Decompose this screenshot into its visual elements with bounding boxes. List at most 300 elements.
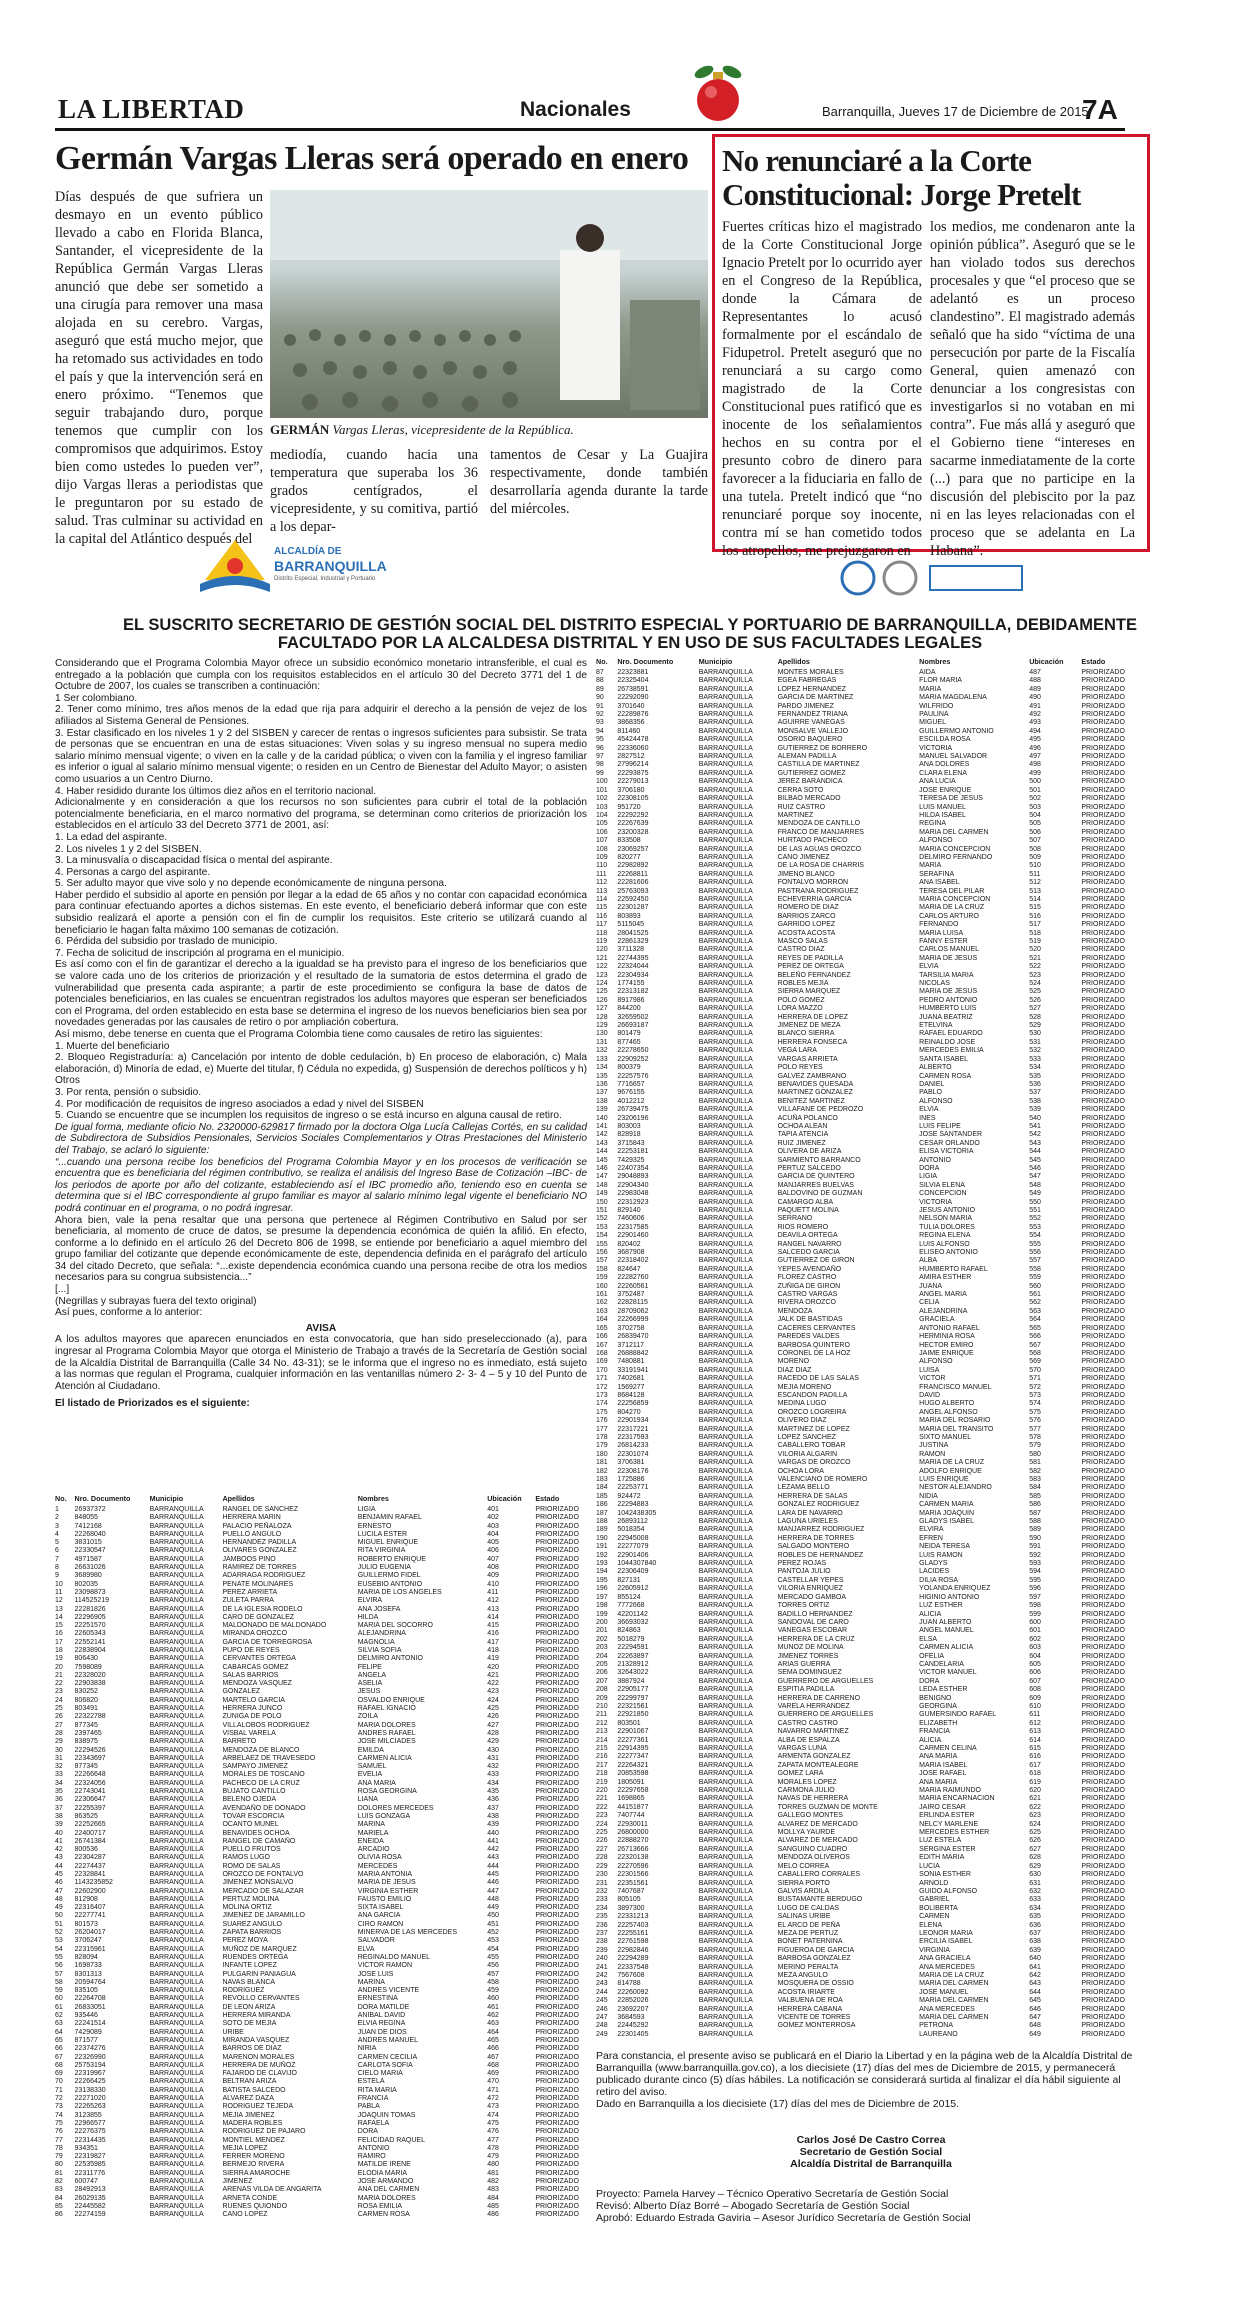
table-cell: RIOS ROMERO	[777, 1223, 829, 1231]
table-cell: 22982892	[617, 862, 649, 870]
table-cell: 162	[596, 1299, 608, 1307]
table-cell: PRIORIZADO	[1081, 778, 1125, 786]
table-cell: JOAQUIN TOMAS	[357, 2111, 416, 2119]
table-cell: BARRANQUILLA	[149, 1945, 204, 1953]
table-cell: 52	[55, 1929, 63, 1937]
table-cell: RIVERA OROZCO	[777, 1299, 836, 1307]
aviso-paragraph: 6. Pérdida del subsidio por traslado de municipio.	[55, 936, 278, 948]
table-cell: GARCIA DE TORREGROSA	[222, 1638, 313, 1646]
credits-block: Proyecto: Pamela Harvey – Técnico Operativo Secretaría de Gestión Social Revisó: Alberto Díaz Borré – Abogado Secretaría de Gestión Social Aprobó: Eduardo Estrada Gaviria – Asesor Jurídico Secretaría de Gestión Social	[596, 2188, 971, 2224]
table-cell: ELVIA	[919, 1106, 939, 1114]
table-cell: BARRANQUILLA	[698, 971, 753, 979]
table-cell: BARRANQUILLA	[698, 845, 753, 853]
table-cell: BILBAO MERCADO	[777, 795, 841, 803]
table-cell: 9	[55, 1572, 59, 1580]
alcaldia-sub: Distrito Especial, Industrial y Portuario	[274, 576, 376, 582]
table-cell: REINALDO JOSE	[919, 1038, 976, 1046]
table-cell: 500	[1029, 778, 1041, 786]
table-row	[596, 1198, 1146, 1206]
table-cell: 213	[596, 1728, 608, 1736]
table-cell: 100	[596, 778, 608, 786]
table-cell: CARO DE GONZALEZ	[222, 1613, 295, 1621]
newspaper-logo: LA LIBERTAD	[58, 94, 245, 124]
table-cell: OLIVIA ROSA	[357, 1854, 402, 1862]
table-header-row	[596, 658, 1146, 669]
table-cell: 22914395	[617, 1745, 649, 1752]
table-cell: ACUÑA POLANCO	[777, 1114, 838, 1122]
table-cell: 22901934	[617, 1417, 649, 1425]
table-cell: PRIORIZADO	[1081, 1694, 1125, 1702]
table-cell: PRIORIZADO	[1081, 946, 1125, 954]
table-row	[596, 761, 1146, 769]
aviso-paragraph: 2. Los niveles 1 y 2 del SISBEN.	[55, 843, 202, 855]
table-cell: 542	[1029, 1131, 1041, 1139]
table-cell: NAVAS BLANCA	[222, 1978, 276, 1986]
table-cell: PRIORIZADO	[1081, 702, 1125, 710]
table-cell: PERTUZ SALCEDO	[777, 1164, 841, 1172]
table-cell: 22445582	[74, 2202, 106, 2210]
table-cell: 158	[596, 1265, 608, 1273]
table-cell: MARINA	[357, 1978, 385, 1986]
table-cell: PRIORIZADO	[1081, 1207, 1125, 1214]
table-cell: 7429089	[74, 2028, 102, 2036]
table-row	[55, 1605, 595, 1613]
table-row	[596, 1114, 1146, 1122]
table-row	[55, 1705, 595, 1713]
table-cell: 234	[596, 1904, 608, 1912]
table-header-cell: Nombres	[919, 657, 951, 666]
table-cell: 514	[1029, 895, 1041, 903]
table-cell: DORA	[919, 1164, 940, 1172]
table-cell: 205	[596, 1660, 608, 1668]
table-cell: 924472	[617, 1492, 641, 1500]
table-cell: BARRANQUILLA	[698, 1240, 753, 1248]
table-cell: BATISTA SALCEDO	[222, 2086, 286, 2094]
table-cell: 48	[55, 1895, 63, 1903]
table-cell: PRIORIZADO	[535, 2136, 579, 2144]
table-row	[55, 1837, 595, 1845]
table-cell: 581	[1029, 1459, 1041, 1467]
table-cell: 26839470	[617, 1333, 649, 1341]
table-cell: 613	[1029, 1728, 1041, 1736]
table-row	[596, 904, 1146, 912]
table-cell: 99	[596, 769, 604, 777]
table-cell: BARRANQUILLA	[698, 828, 753, 836]
table-cell: ZAPATA MONTEALEGRE	[777, 1761, 859, 1769]
table-cell: ELENA	[919, 1921, 943, 1929]
table-row	[596, 1492, 1146, 1500]
table-cell: 497	[1029, 753, 1041, 761]
table-cell: JESUS ANTONIO	[919, 1207, 976, 1214]
table-cell: 811460	[617, 727, 641, 735]
table-cell: 3706247	[74, 1937, 102, 1945]
table-cell: SERRANO	[777, 1215, 813, 1223]
table-row	[596, 812, 1146, 820]
table-cell: 22308105	[617, 795, 649, 803]
table-cell: CASTRO VARGAS	[777, 1291, 838, 1299]
table-row	[596, 753, 1146, 761]
table-row	[55, 2078, 595, 2086]
table-cell: 210	[596, 1702, 608, 1710]
table-row	[596, 1408, 1146, 1416]
table-cell: PRIORIZADO	[535, 1763, 579, 1771]
table-cell: ERLINDA ESTER	[919, 1812, 975, 1820]
table-cell: CIRO RAMON	[357, 1920, 404, 1928]
table-cell: PRIORIZADO	[1081, 853, 1125, 861]
table-cell: FAUSTO EMILIO	[357, 1895, 412, 1903]
table-cell: MARIA RAIMUNDO	[919, 1787, 981, 1795]
table-cell: PRIORIZADO	[535, 1522, 579, 1530]
table-cell: 156	[596, 1249, 608, 1257]
table-cell: BARRANQUILLA	[698, 1660, 753, 1668]
table-cell: VIRGINIA	[919, 1946, 950, 1954]
table-cell: BARRANQUILLA	[698, 1375, 753, 1383]
table-cell: BARRANQUILLA	[698, 1038, 753, 1046]
table-cell: 3712117	[617, 1341, 645, 1349]
table-cell: MARIA DEL TRANSITO	[919, 1425, 994, 1433]
table-cell: PRIORIZADO	[1081, 1980, 1125, 1988]
table-cell: PRIORIZADO	[535, 2020, 579, 2028]
table-row	[596, 1862, 1146, 1870]
table-cell: 237	[596, 1929, 608, 1937]
table-cell: 23206196	[617, 1114, 649, 1122]
table-cell: 149	[596, 1190, 608, 1198]
table-cell: CARMEN CELINA	[919, 1745, 977, 1752]
table-cell: 22282760	[617, 1274, 649, 1282]
table-cell: SIXTA ISABEL	[357, 1904, 404, 1912]
table-cell: 35	[55, 1788, 63, 1796]
table-cell: 131	[596, 1038, 608, 1046]
table-row	[55, 1721, 595, 1729]
table-cell: PRIORIZADO	[1081, 1391, 1125, 1399]
table-cell: 471	[487, 2086, 499, 2094]
table-row	[596, 669, 1146, 677]
table-cell: GALVEZ ZAMBRANO	[777, 1072, 847, 1080]
table-cell: MARTINEZ	[777, 811, 814, 819]
table-cell: HERRERA MARIN	[222, 1514, 281, 1522]
table-row	[596, 736, 1146, 744]
table-cell: GARRIDO LOPEZ	[777, 921, 836, 929]
table-cell: LOPEZ HERNANDEZ	[777, 685, 847, 693]
table-cell: PRIORIZADO	[1081, 1526, 1125, 1534]
table-cell: 3711328	[617, 946, 645, 954]
table-cell: BARRANQUILLA	[149, 1671, 204, 1679]
table-cell: CARMEN	[919, 1913, 950, 1921]
table-cell: BARRANQUILLA	[698, 1761, 753, 1769]
table-cell: PRIORIZADO	[1081, 1593, 1125, 1601]
table-cell: PRIORIZADO	[535, 2070, 579, 2078]
table-row	[596, 1476, 1146, 1484]
table-cell: 806430	[74, 1655, 98, 1663]
table-cell: 22292292	[617, 811, 649, 819]
table-cell: BELTRAN ARIZA	[222, 2078, 277, 2086]
table-cell: PRIORIZADO	[535, 2202, 579, 2210]
table-cell: RUIZ CASTRO	[777, 803, 826, 811]
table-cell: PRIORIZADO	[535, 1588, 579, 1596]
table-cell: PRIORIZADO	[535, 1729, 579, 1737]
table-cell: MATILDE IRENE	[357, 2161, 411, 2169]
table-cell: REVOLLO CERVANTES	[222, 1995, 300, 2003]
table-cell: MARTINEZ GONZALEZ	[777, 1089, 853, 1097]
table-cell: 114525219	[74, 1597, 110, 1605]
table-cell: 44151877	[617, 1803, 649, 1811]
aviso-paragraph: 3. La minusvalía o discapacidad física o mental del aspirante.	[55, 855, 333, 867]
table-cell: 403	[487, 1522, 499, 1530]
table-cell: PRIORIZADO	[1081, 1055, 1125, 1063]
table-cell: VALBUENA DE ROA	[777, 1997, 843, 2005]
table-cell: PRIORIZADO	[1081, 1072, 1125, 1080]
table-cell: ANA ISABEL	[919, 879, 960, 887]
table-cell: 444	[487, 1862, 499, 1870]
table-cell: PRIORIZADO	[535, 1688, 579, 1696]
table-cell: PRIORIZADO	[535, 1904, 579, 1912]
table-cell: EDITH MARIA	[919, 1854, 965, 1862]
table-cell: 642	[1029, 1971, 1041, 1979]
table-cell: 630	[1029, 1871, 1041, 1879]
table-cell: AMIRA ESTHER	[919, 1274, 972, 1282]
table-cell: ACOSTA ACOSTA	[777, 929, 836, 937]
table-cell: 114	[596, 895, 608, 903]
table-cell: 537	[1029, 1089, 1041, 1097]
table-row	[596, 879, 1146, 887]
table-cell: 518	[1029, 929, 1041, 937]
table-row	[596, 870, 1146, 878]
table-cell: 61	[55, 2003, 63, 2011]
table-cell: PRIORIZADO	[1081, 1652, 1125, 1660]
table-cell: 490	[1029, 694, 1041, 702]
table-cell: 426	[487, 1713, 499, 1721]
table-cell: 22276375	[74, 2128, 106, 2136]
table-cell: FONTALVO MORRON	[777, 879, 849, 887]
table-cell: 502	[1029, 795, 1041, 803]
table-cell: 22292090	[617, 694, 649, 702]
table-cell: 439	[487, 1821, 499, 1829]
table-cell: PRIORIZADO	[1081, 1787, 1125, 1795]
table-cell: BARRANQUILLA	[698, 1190, 753, 1198]
table-cell: 22260092	[617, 1988, 649, 1996]
table-row	[55, 1530, 595, 1538]
table-cell: PRIORIZADO	[535, 1655, 579, 1663]
table-cell: AVENDAÑO DE DONADO	[222, 1804, 306, 1812]
table-cell: 22321561	[617, 1702, 649, 1710]
table-row	[55, 1879, 595, 1887]
table-cell: 25763093	[617, 887, 649, 895]
table-cell: LUCIA	[919, 1862, 940, 1870]
table-cell: CASTILLA DE MARTINEZ	[777, 761, 860, 769]
table-cell: PRIORIZADO	[1081, 1627, 1125, 1635]
table-cell: 548	[1029, 1181, 1041, 1189]
table-cell: HURTADO PACHECO	[777, 837, 848, 845]
table-cell: MARIA DEL SOCORRO	[357, 1622, 433, 1630]
table-row	[55, 1779, 595, 1787]
table-cell: 172	[596, 1383, 608, 1391]
table-cell: PRIORIZADO	[1081, 1971, 1125, 1979]
table-cell: LUIS GONZAGA	[357, 1812, 411, 1820]
table-cell: 203	[596, 1644, 608, 1652]
table-cell: BARRANQUILLA	[698, 1198, 753, 1206]
table-row	[55, 1730, 595, 1738]
table-cell: 5018279	[617, 1635, 645, 1643]
table-cell: 183	[596, 1476, 608, 1483]
table-cell: 430	[487, 1746, 499, 1754]
table-row	[596, 778, 1146, 786]
table-cell: BARRANQUILLA	[698, 1366, 753, 1374]
table-cell: PRIORIZADO	[1081, 1560, 1125, 1568]
table-cell: 15	[55, 1622, 63, 1630]
table-cell: PAULINA	[919, 711, 949, 719]
table-cell: 216	[596, 1753, 608, 1761]
table-row	[596, 1207, 1146, 1215]
table-cell: 79	[55, 2153, 63, 2161]
table-cell: ZUÑIGA DE GIRON	[777, 1282, 841, 1290]
table-cell: ROBLES MEJIA	[777, 980, 829, 988]
table-cell: PRIORIZADO	[1081, 2005, 1125, 2013]
table-cell: 22903838	[74, 1680, 106, 1688]
table-cell: 498	[1029, 761, 1041, 769]
table-cell: MARIA CONCEPCION	[919, 895, 991, 903]
table-cell: BARRANQUILLA	[698, 1694, 753, 1702]
table-cell: CARMEN MARIA	[919, 1501, 974, 1509]
table-cell: JULIO EUGENIA	[357, 1564, 411, 1572]
table-cell: 110	[596, 862, 608, 870]
table-row	[596, 1694, 1146, 1702]
table-cell: JAMBOOS PINO	[222, 1555, 276, 1563]
table-cell: JIMENEZ	[222, 2177, 253, 2185]
table-cell: 22255397	[74, 1804, 106, 1812]
table-cell: 603	[1029, 1644, 1041, 1652]
table-row	[55, 1904, 595, 1912]
table-cell: BARRANQUILLA	[149, 1746, 204, 1754]
table-cell: PRIORIZADO	[1081, 736, 1125, 744]
table-row	[596, 1131, 1146, 1139]
table-cell: SIERRA PORTO	[777, 1879, 830, 1887]
table-cell: CORONEL DE LA HOZ	[777, 1349, 851, 1357]
table-cell: BARRANQUILLA	[149, 2111, 204, 2119]
table-cell: 456	[487, 1962, 499, 1970]
table-row	[596, 1467, 1146, 1475]
table-cell: PRIORIZADO	[1081, 1576, 1125, 1584]
table-cell: PRIORIZADO	[1081, 845, 1125, 853]
table-cell: BARRANQUILLA	[149, 1705, 204, 1713]
table-cell: PEREZ ARRIETA	[222, 1588, 278, 1596]
table-cell: 877345	[74, 1721, 98, 1729]
table-cell: 200	[596, 1618, 608, 1626]
table-cell: 493	[1029, 719, 1041, 727]
table-cell: MARIA DEL CARMEN	[919, 2014, 989, 2021]
table-cell: GALLEGO MONTES	[777, 1812, 843, 1820]
table-cell: 170	[596, 1366, 608, 1374]
table-row	[596, 971, 1146, 979]
table-cell: PRIORIZADO	[535, 1804, 579, 1812]
table-cell: LUCILA ESTER	[357, 1530, 408, 1538]
table-cell: PRIORIZADO	[535, 1871, 579, 1878]
table-cell: PRIORIZADO	[1081, 1417, 1125, 1425]
table-cell: PRIORIZADO	[1081, 1030, 1125, 1038]
table-cell: BARRANQUILLA	[698, 744, 753, 752]
table-cell: PRIORIZADO	[1081, 1618, 1125, 1626]
table-cell: 40	[55, 1829, 63, 1837]
table-cell: 173	[596, 1391, 608, 1399]
table-cell: OLIVARES GONZALEZ	[222, 1547, 297, 1555]
table-cell: 495	[1029, 736, 1041, 744]
table-cell: BALDOVINO DE GUZMAN	[777, 1190, 863, 1198]
aviso-paragraph: Es así como con el fin de garantizar el derecho a la igualdad se ha previsto para el ingreso de los beneficiarios que se valore cada uno de los criterios de priorización y el resultado de la sumatoria de estos determina el grado de vulnerabilidad que presenta cada aspirante; a partir de este procedimiento se configura la base de datos de potenciales beneficiarios, en las cuales se encuentran registrados los adultos mayores que esperan ser beneficiados con el Programa, del orden establecido en esta base se determina el ingreso de los nuevos beneficiarios bien sea por novedades generadas por las causales de retiro o por ampliación cobertura.	[55, 959, 587, 1029]
table-cell: 525	[1029, 988, 1041, 996]
table-cell: 22270596	[617, 1862, 649, 1870]
table-cell: BARRANQUILLA	[149, 2020, 204, 2028]
table-cell: 87	[596, 669, 604, 676]
table-cell: BARRANQUILLA	[698, 1030, 753, 1038]
table-cell: 541	[1029, 1122, 1041, 1130]
table-cell: 546	[1029, 1164, 1041, 1172]
table-cell: 22264708	[74, 1995, 106, 2003]
table-cell: 478	[487, 2144, 499, 2152]
table-cell: BARRANQUILLA	[698, 1484, 753, 1492]
table-cell: MARIA DE LA CRUZ	[919, 1459, 985, 1467]
table-cell: VILORIA ALGARIN	[777, 1450, 838, 1458]
table-cell: CLARA ELENA	[919, 769, 968, 777]
table-cell: 22304287	[74, 1854, 106, 1862]
aviso-paragraph: De igual forma, mediante oficio No. 2320000-629817 firmado por la doctora Olga Lucía Callejas Cortés, en su calidad de Subdirectora de Subsidios Pensionales, Servicios Sociales Complementarios y Otras Prestaciones del Ministerio del Trabajo, se aclaró lo siguiente:	[55, 1121, 587, 1156]
table-cell: 3706180	[617, 786, 645, 794]
table-row	[596, 1434, 1146, 1442]
table-cell: RANGEL DE SANCHEZ	[222, 1505, 299, 1513]
table-cell: BARRANQUILLA	[698, 1602, 753, 1610]
table-cell: 241	[596, 1963, 608, 1971]
table-cell: 3123855	[74, 2111, 102, 2119]
table-row	[596, 2030, 1146, 2038]
table-cell: BARRANQUILLA	[149, 1978, 204, 1986]
table-row	[55, 1688, 595, 1696]
table-cell: 436	[487, 1796, 499, 1804]
table-cell: 142	[596, 1131, 608, 1139]
table-cell: BARRANQUILLA	[698, 1812, 753, 1820]
table-cell: MUÑOZ DE MARQUEZ	[222, 1945, 297, 1953]
table-cell: 417	[487, 1638, 499, 1646]
table-cell: BARRANQUILLA	[698, 1055, 753, 1063]
table-cell: 196	[596, 1585, 608, 1593]
table-cell: OCHOA LORA	[777, 1467, 824, 1475]
table-cell: 1044307840	[617, 1560, 657, 1568]
table-row	[55, 1589, 595, 1597]
table-cell: NAVAS DE HERRERA	[777, 1795, 849, 1803]
table-cell: PRIORIZADO	[1081, 1660, 1125, 1668]
table-cell: 624	[1029, 1820, 1041, 1828]
table-cell: 801573	[74, 1920, 98, 1928]
table-cell: 23200328	[617, 828, 649, 836]
table-cell: PRIORIZADO	[1081, 938, 1125, 945]
table-cell: CARMEN ROSA	[357, 2211, 410, 2219]
table-row	[596, 1946, 1146, 1954]
table-cell: ELODIA MARIA	[357, 2169, 408, 2177]
table-cell: 204	[596, 1652, 608, 1660]
table-cell: 88	[596, 677, 604, 685]
table-cell: 98	[596, 761, 604, 769]
table-cell: 20594764	[74, 1978, 106, 1986]
table-cell: VICENTE DE TORRES	[777, 2014, 851, 2021]
aviso-paragraph: 4. Por modificación de requisitos de ingreso asociados a edad y nivel del SISBEN	[55, 1098, 424, 1110]
article-headline-pretelt: No renunciaré a la Corte Constitucional: Jorge Pretelt	[722, 143, 1081, 212]
table-cell: LIANA	[357, 1796, 378, 1804]
table-row	[55, 1912, 595, 1920]
table-cell: SOTO DE MEJIA	[222, 2020, 277, 2028]
table-cell: 461	[487, 2003, 499, 2011]
table-cell: CERRA SOTO	[777, 786, 824, 794]
table-cell: FRANCO DE MANJARRES	[777, 828, 864, 836]
table-cell: PRIORIZADO	[1081, 1022, 1125, 1030]
table-cell: PRIORIZADO	[1081, 1686, 1125, 1694]
table-cell: 22901067	[617, 1728, 649, 1736]
